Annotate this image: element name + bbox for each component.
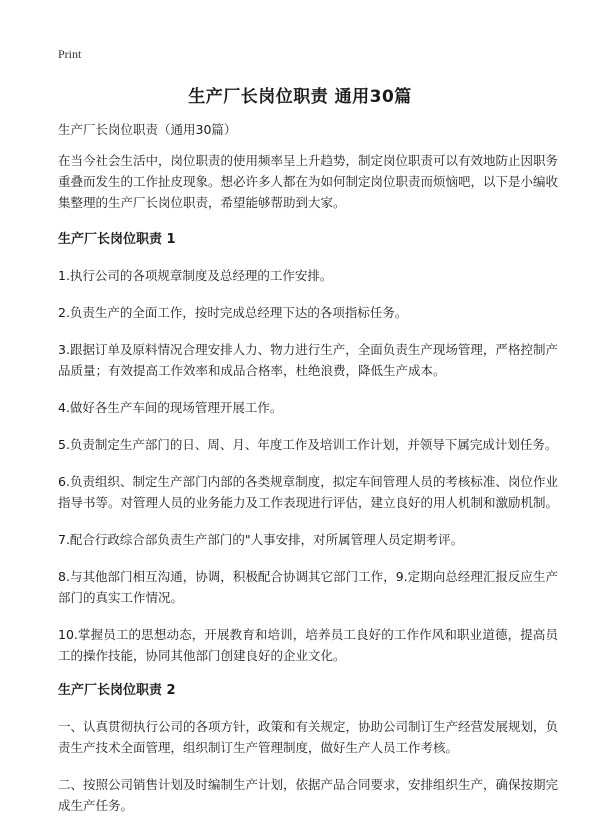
section-heading: 生产厂长岗位职责 1 <box>58 232 176 247</box>
intro-paragraph: 在当今社会生活中，岗位职责的使用频率呈上升趋势，制定岗位职责可以有效地防止因职务重叠而发生的工作扯皮现象。想必许多人都在为如何制定岗位职责而烦恼吧，以下是小编收集整理的生产厂长岗位职责，希望能够帮助到大家。 <box>58 153 559 210</box>
document-title: 生产厂长岗位职责 通用30篇 <box>188 87 412 107</box>
duty-item: 4.做好各生产车间的现场管理开展工作。 <box>58 400 283 415</box>
duty-item: 5.负责制定生产部门的日、周、月、年度工作及培训工作计划，并领导下属完成计划任务。 <box>58 437 558 452</box>
duty-item: 3.跟据订单及原料情况合理安排人力、物力进行生产，全面负责生产现场管理，严格控制产品质量；有效提高工作效率和成品合格率，杜绝浪费，降低生产成本。 <box>58 342 558 378</box>
duty-item: 7.配合行政综合部负责生产部门的"人事安排，对所属管理人员定期考评。 <box>58 532 464 547</box>
print-link[interactable]: Print <box>58 47 82 61</box>
document-body <box>58 122 558 832</box>
document-subtitle: 生产厂长岗位职责（通用30篇） <box>58 122 237 137</box>
duty-item: 二、按照公司销售计划及时编制生产计划，依据产品合同要求，安排组织生产，确保按期完成生产任务。 <box>58 777 559 813</box>
duty-item: 2.负责生产的全面工作，按时完成总经理下达的各项指标任务。 <box>58 305 408 320</box>
duty-item: 一、认真贯彻执行公司的各项方针，政策和有关规定，协助公司制订生产经营发展规划，负责生产技术全面管理，组织制订生产管理制度，做好生产人员工作考核。 <box>58 719 559 755</box>
duty-item: 10.掌握员工的思想动态，开展教育和培训，培养员工良好的工作作风和职业道德，提高员工的操作技能，协同其他部门创建良好的企业文化。 <box>58 627 558 663</box>
duty-item: 8.与其他部门相互沟通，协调，积极配合协调其它部门工作，9.定期向总经理汇报反应生产部门的真实工作情况。 <box>58 569 558 605</box>
section-heading: 生产厂长岗位职责 2 <box>58 683 176 698</box>
duty-item: 1.执行公司的各项规章制度及总经理的工作安排。 <box>58 268 333 283</box>
duty-item: 6.负责组织、制定生产部门内部的各类规章制度，拟定车间管理人员的考核标准、岗位作业指导书等。对管理人员的业务能力及工作表现进行评估，建立良好的用人机制和激励机制。 <box>58 474 559 510</box>
